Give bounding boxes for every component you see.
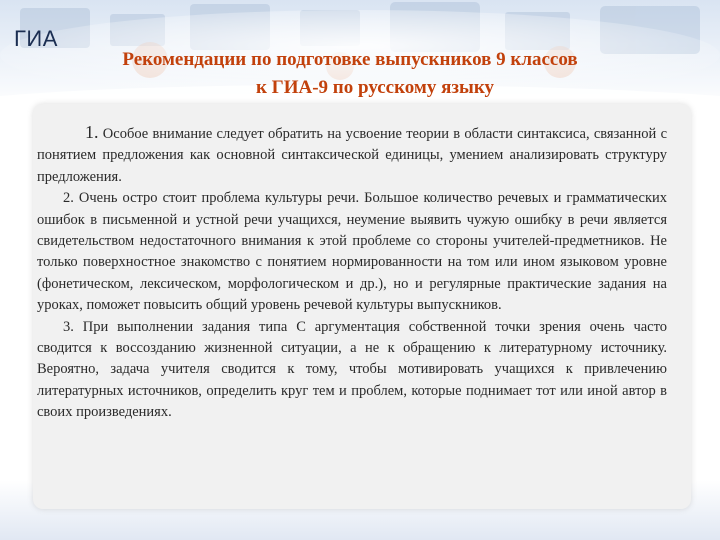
page-title bbox=[50, 46, 690, 102]
recommendation-item bbox=[37, 317, 667, 424]
title-line-2: к ГИА-9 по русскому языку bbox=[255, 77, 495, 98]
item-text: При выполнении задания типа С аргументация собственной точки зрения очень часто сводится к воссозданию жизненной ситуации, а не к обращению к литературному источнику. Вероятно, задача учителя сводится к тому, чтобы мотивировать учащихся к привлечению литературных источников, определить круг тем и проблем, которые поднимает тот или иной автор в своих произведениях. bbox=[37, 318, 668, 421]
item-number: 2. bbox=[63, 190, 74, 207]
item-text: Очень остро стоит проблема культуры речи. Большое количество речевых и грамматических ошибок в письменной и устной речи учащихся, неумение выявить чужую ошибку в речи является свидетельством недостаточного внимания к этой проблеме со стороны учителей-предметников. Не только поверхностное знакомство с понятием нормированности на том или ином языковом уровне (фонетическом, лексическом, морфологическом и др.), но и регулярные практические задания на уроках, поможет повысить общий уровень речевой культуры выпускников. bbox=[37, 190, 668, 314]
gia-logo: ГИА bbox=[14, 26, 58, 51]
recommendation-item bbox=[37, 122, 667, 188]
title-line-1: Рекомендации по подготовке выпускников 9 классов bbox=[122, 49, 578, 70]
item-number: 3. bbox=[63, 318, 74, 335]
item-text: Особое внимание следует обратить на усвоение теории в области синтаксиса, связанной с понятием предложения как основной синтаксической единицы, умением анализировать структуру предложения. bbox=[37, 126, 668, 185]
item-number: 1. bbox=[85, 122, 99, 142]
recommendation-item bbox=[37, 188, 667, 316]
recommendations-list bbox=[37, 122, 667, 424]
